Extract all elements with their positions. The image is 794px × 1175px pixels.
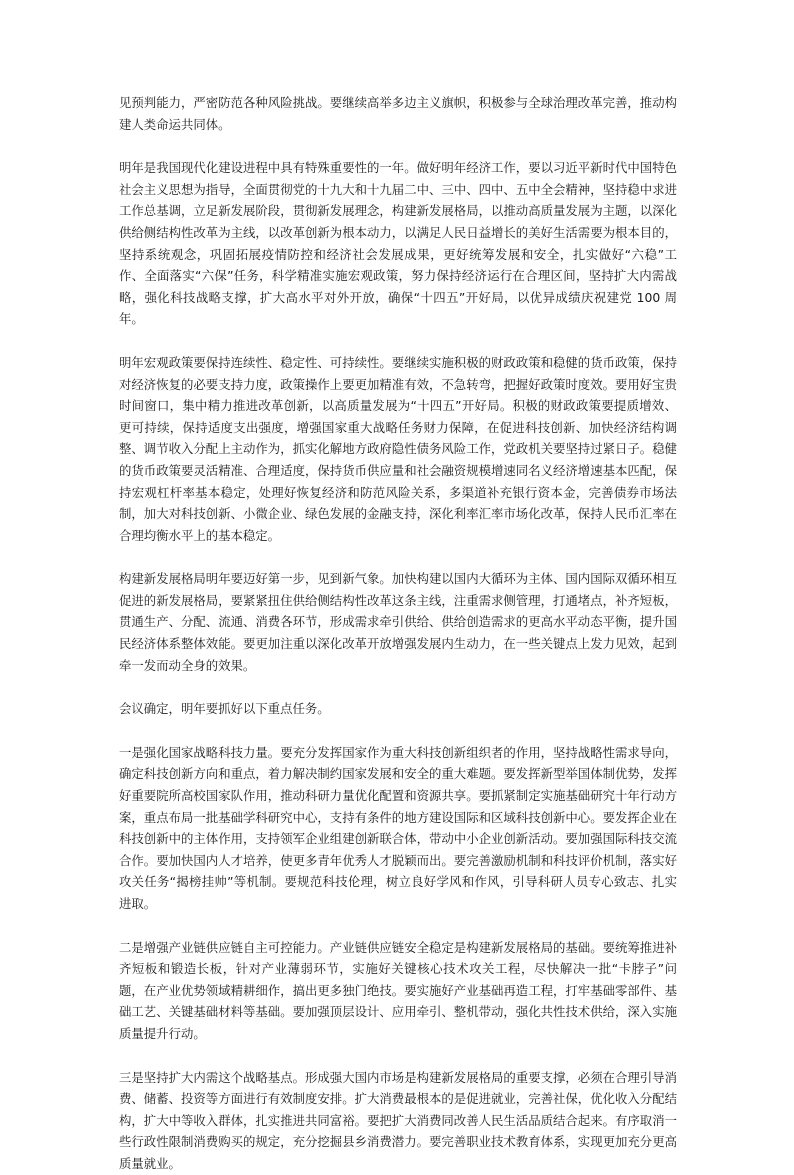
paragraph-economic-work-guideline: 明年是我国现代化建设进程中具有特殊重要性的一年。做好明年经济工作，要以习近平新时代中国特色社会主义思想为指导，全面贯彻党的十九大和十九届二中、三中、四中、五中全会精神，坚持稳中求进工作总基调，立足新发展阶段，贯彻新发展理念，构建新发展格局，以推动高质量发展为主题，以深化供给侧结构性改革为主线，以改革创新为根本动力，以满足人民日益增长的美好生活需要为根本目的，坚持系统观念，巩固拓展疫情防控和经济社会发展成果，更好统筹发展和安全，扎实做好“六稳”工作、全面落实“六保”任务，科学精准实施宏观政策，努力保持经济运行在合理区间，坚持扩大内需战略，强化科技战略支撑，扩大高水平对外开放，确保“十四五”开好局，以优异成绩庆祝建党 100 周年。 xyxy=(119,160,677,327)
paragraph-task-domestic-demand: 三是坚持扩大内需这个战略基点。形成强大国内市场是构建新发展格局的重要支撑，必须在合理引导消费、储蓄、投资等方面进行有效制度安排。扩大消费最根本的是促进就业，完善社保，优化收入分配结构，扩大中等收入群体，扎实推进共同富裕。要把扩大消费同改善人民生活品质结合起来。有序取消一些行政性限制消费购买的规定，充分挖掘县乡消费潜力。要完善职业技术教育体系，实现更加充分更高质量就业。 xyxy=(119,1069,677,1171)
paragraph-task-supply-chain: 二是增强产业链供应链自主可控能力。产业链供应链安全稳定是构建新发展格局的基础。要统筹推进补齐短板和锻造长板，针对产业薄弱环节，实施好关键核心技术攻关工程，尽快解决一批“卡脖子”问题，在产业优势领域精耕细作，搞出更多独门绝技。要实施好产业基础再造工程，打牢基础零部件、基础工艺、关键基础材料等基础。要加强顶层设计、应用牵引、整机带动，强化共性技术供给，深入实施质量提升行动。 xyxy=(119,939,677,1041)
paragraph-intro-continuation: 见预判能力，严密防范各种风险挑战。要继续高举多边主义旗帜，积极参与全球治理改革完善，推动构建人类命运共同体。 xyxy=(119,95,677,132)
paragraph-macro-policy: 明年宏观政策要保持连续性、稳定性、可持续性。要继续实施积极的财政政策和稳健的货币政策，保持对经济恢复的必要支持力度，政策操作上要更加精准有效，不急转弯，把握好政策时度效。要用好宝贵时间窗口，集中精力推进改革创新，以高质量发展为“十四五”开好局。积极的财政政策要提质增效、更可持续，保持适度支出强度，增强国家重大战略任务财力保障，在促进科技创新、加快经济结构调整、调节收入分配上主动作为，抓实化解地方政府隐性债务风险工作，党政机关要坚持过紧日子。稳健的货币政策要灵活精准、合理适度，保持货币供应量和社会融资规模增速同名义经济增速基本匹配，保持宏观杠杆率基本稳定，处理好恢复经济和防范风险关系，多渠道补充银行资本金，完善债券市场法制，加大对科技创新、小微企业、绿色发展的金融支持，深化利率汇率市场化改革，保持人民币汇率在合理均衡水平上的基本稳定。 xyxy=(119,354,677,543)
paragraph-task-science-technology: 一是强化国家战略科技力量。要充分发挥国家作为重大科技创新组织者的作用，坚持战略性需求导向，确定科技创新方向和重点，着力解决制约国家发展和安全的重大难题。要发挥新型举国体制优势，发挥好重要院所高校国家队作用，推动科研力量优化配置和资源共享。要抓紧制定实施基础研究十年行动方案，重点布局一批基础学科研究中心，支持有条件的地方建设国际和区域科技创新中心。要发挥企业在科技创新中的主体作用，支持领军企业组建创新联合体，带动中小企业创新活动。要加强国际科技交流合作。要加快国内人才培养，使更多青年优秀人才脱颖而出。要完善激励机制和科技评价机制，落实好攻关任务“揭榜挂帅”等机制。要规范科技伦理，树立良好学风和作风，引导科研人员专心致志、扎实进取。 xyxy=(119,744,677,911)
paragraph-new-development-pattern: 构建新发展格局明年要迈好第一步，见到新气象。加快构建以国内大循环为主体、国内国际双循环相互促进的新发展格局，要紧紧扭住供给侧结构性改革这条主线，注重需求侧管理，打通堵点，补齐短板，贯通生产、分配、流通、消费各环节，形成需求牵引供给、供给创造需求的更高水平动态平衡，提升国民经济体系整体效能。要更加注重以深化改革开放增强发展内生动力，在一些关键点上发力见效，起到牵一发而动全身的效果。 xyxy=(119,571,677,673)
paragraph-key-tasks-intro: 会议确定，明年要抓好以下重点任务。 xyxy=(119,701,330,717)
document-body xyxy=(119,92,677,1175)
